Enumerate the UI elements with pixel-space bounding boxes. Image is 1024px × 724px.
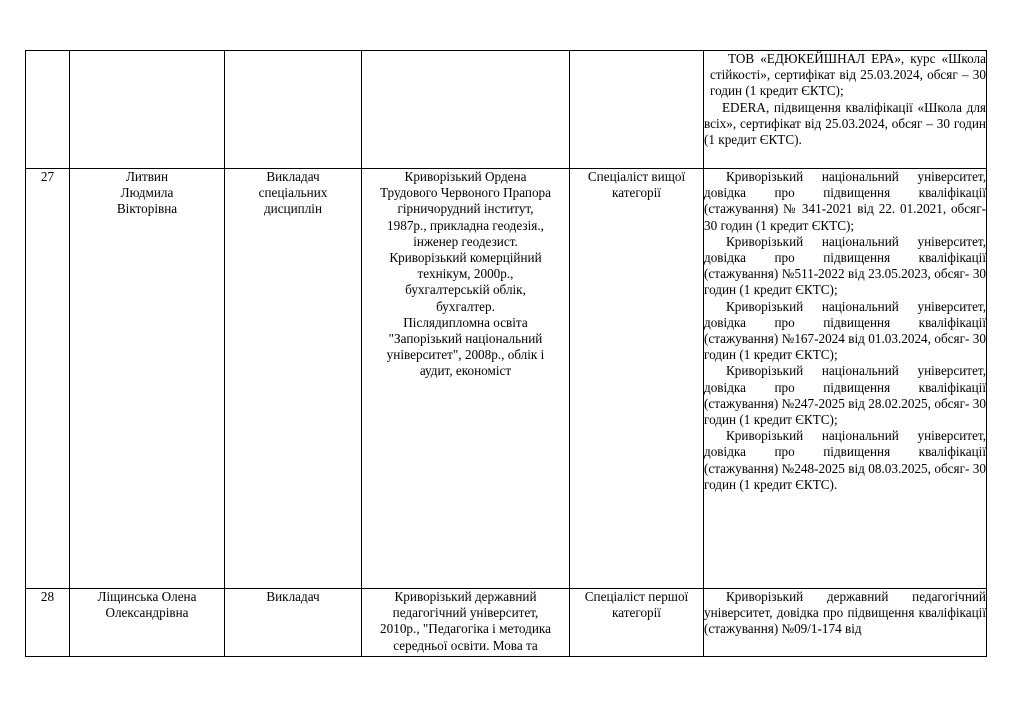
education-line: університет", 2008р., облік і — [386, 347, 545, 363]
education-line: 1987р., прикладна геодезія., — [387, 217, 544, 233]
name-line: Ліщинська Олена — [97, 589, 197, 604]
training-entry: Криворізький національний університет, довідка про підвищення кваліфікації (стажування) №511-2022 від 23.05.2023, обсяг- 30 годин (1 кредит ЄКТС); — [704, 233, 986, 298]
name-line: Людмила — [120, 185, 174, 201]
staff-table — [25, 50, 987, 657]
training-entry: ТОВ «ЕДЮКЕЙШНАЛ ЕРА», курс «Школа стійкості», сертифікат від 25.03.2024, обсяг – 30 годин (1 кредит ЄКТС); — [710, 51, 986, 99]
education-line: Криворізький комерційний — [389, 250, 542, 266]
table-row-27 — [26, 169, 987, 589]
name-cell — [70, 589, 225, 657]
education-line: Трудового Червоного Прапора — [379, 185, 551, 201]
education-line: бухгалтерській облік, — [405, 282, 526, 298]
education-line: технікум, 2000р., — [417, 266, 514, 282]
training-entry: Криворізький національний університет, довідка про підвищення кваліфікації (стажування) №247-2025 від 28.02.2025, обсяг- 30 годин (1 кредит ЄКТС); — [704, 363, 986, 428]
education-line: Криворізький державний — [394, 589, 537, 604]
education-line: бухгалтер. — [436, 298, 495, 314]
education-line: Післядипломна освіта — [403, 314, 528, 330]
training-cell — [704, 169, 987, 589]
category-line: Спеціаліст вищої — [587, 169, 686, 184]
position-line: Викладач — [266, 589, 320, 604]
category-line: Спеціаліст першої — [584, 589, 689, 604]
category-cell — [570, 169, 704, 589]
training-entry: Криворізький національний університет, довідка про підвищення кваліфікації (стажування) №167-2024 від 01.03.2024, обсяг- 30 годин (1 кредит ЄКТС); — [704, 298, 986, 363]
position-line: Викладач — [266, 169, 320, 184]
education-line: 2010р., "Педагогіка і методика — [380, 621, 551, 637]
row-number: 28 — [26, 589, 70, 657]
name-line: Литвин — [125, 169, 169, 184]
training-entry: Криворізький державний педагогічний університет, довідка про підвищення кваліфікації (стажування) №09/1-174 від — [704, 589, 986, 637]
training-entry: EDERA, підвищення кваліфікації «Школа для всіх», сертифікат від 25.03.2024, обсяг – 30 годин (1 кредит ЄКТС). — [704, 99, 986, 148]
category-line: категорії — [612, 605, 661, 621]
name-line: Олександрівна — [105, 605, 189, 621]
education-line: середньої освіти. Мова та — [393, 637, 538, 653]
num-cell — [26, 51, 70, 169]
table-row-continuation — [26, 51, 987, 169]
category-line: категорії — [612, 185, 661, 201]
education-line: інженер геодезист. — [413, 233, 518, 249]
education-line: Криворізький Ордена — [404, 169, 527, 184]
position-line: спеціальних — [258, 185, 328, 201]
education-line: педагогічний університет, — [392, 605, 539, 621]
education-cell — [362, 169, 570, 589]
education-line: "Запорізький національний — [388, 331, 543, 347]
name-cell — [70, 169, 225, 589]
education-line: аудит, економіст — [419, 363, 512, 379]
training-cell — [704, 589, 987, 657]
position-line: дисциплін — [263, 201, 323, 217]
education-line: гірничорудний інститут, — [397, 201, 534, 217]
row-number: 27 — [26, 169, 70, 589]
category-cell — [570, 589, 704, 657]
name-cell — [70, 51, 225, 169]
education-cell — [362, 589, 570, 657]
training-cell — [704, 51, 987, 169]
name-line: Вікторівна — [116, 201, 178, 217]
position-cell — [225, 169, 362, 589]
training-entry: Криворізький національний університет, довідка про підвищення кваліфікації (стажування) № 341-2021 від 22. 01.2021, обсяг- 30 годин (1 кредит ЄКТС); — [704, 169, 986, 233]
training-entry: Криворізький національний університет, довідка про підвищення кваліфікації (стажування) №248-2025 від 08.03.2025, обсяг- 30 годин (1 кредит ЄКТС). — [704, 428, 986, 492]
position-cell — [225, 51, 362, 169]
education-cell — [362, 51, 570, 169]
position-cell — [225, 589, 362, 657]
category-cell — [570, 51, 704, 169]
table-row-28 — [26, 589, 987, 657]
